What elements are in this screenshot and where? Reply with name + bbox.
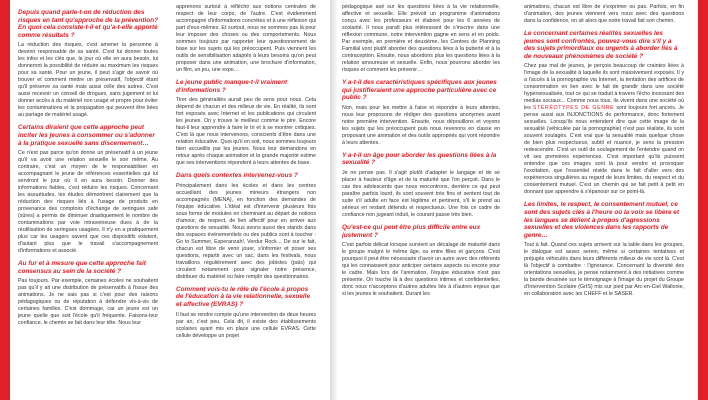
question-heading: Les limites, le respect, le consentement mutuel, ce sont des sujets clés à l'heure où la voix se libère et les langues se délient à propos d'agressions sexuelles et des violences dans les rapports de genre…: [524, 201, 679, 239]
answer-paragraph: Tirer des généralités aurait peu de sens pour nous. Cela dépend de chacun et des milieux de vie. En réalité, ils sont fort exposés avec Internet et les publications qui circulent les jeunes. On y trouve le meilleur comme le pire. Encore faut-il leur apprendre à faire le tri et à se montrer critiques. C'est là que nous intervenons, conscients d'être dans une relation éducative. Quoi qu'il en soit, nous sommes toujours bien accueillis par les jeunes. Nous leur demandons en retour après chaque animation et la grande majorité estime que ses interventions répondent à leurs attentes de base.: [176, 97, 316, 167]
answer-paragraph: animations, chacun est libre de s'exprimer ou pas. Parfois, en fin d'animation, des jeunes viennent vers nous avec des questions dans la confidence, on sit alors que notre travail fait son chemin.: [524, 4, 684, 24]
answer-paragraph: Tout à fait. Quand ces sujets arrivent sur la table dans les groupes, le dialogue est assez serein, même si certaines tentatives et préjugés véhiculés dans leurs différents milieux de vie sont là. C'est là l'objectif à combattre : l'ignorance. Concernant la diversité des orientations sexuelles, je pense notamment à des initiatives comme la bande dessinée sur le témoignage à l'image du projet du Groupe d'Intervention Scolaire (GrIS) mis sur pied par Arc-en-Ciel Wallonie, en collaboration avec les CHEFF et le SASER.: [524, 242, 684, 298]
paragraph-text: Chez pas mal de jeunes, je perçois beaucoup de craintes liées à l'image de la sexualité à laquelle ils sont massivement exposés. Il y a l'accès à la pornographie via Internet, la tentation des artifices de consommation en lien avec le fait de grandir dans une société hypersexualisée, tout ce qui se traduit à travers l'écho incessant des médias sociaux... Comme nous tous, ils vivent dans une société où les: [524, 63, 684, 112]
answer-paragraph: Je ne pense pas. Il s'agit plutôt d'adapter le langage et de se placer à hauteur d'âge et de la maturité que l'on perçoit. Dans le cas des adolescents que nous rencontrons, derrière ce qui peut paraître parfois lourd, ils sont souvent très fins et sentent tout de suite s'il adulte en face est légitime et pertinent, s'il le prend au sérieux en restant détendu et respectueux. Une fois ce cadre de confiance non jugeant induit, le courant passe très bien.: [342, 169, 500, 218]
column-1: [18, 4, 158, 400]
answer-paragraph: [524, 63, 684, 196]
answer-paragraph: Pas toujours. Par exemple, certaines écoles ne souhaitent pas qu'il y ait une distribution de préservatifs à l'issue des animations. Je ne sais pas si c'est pour des raisons pédagogiques ou de réputation à défendre vis-à-vis de certaines familles. C'est dommage, car un jeune est un jeune quelle que soit l'école qu'il fréquente. Faisons-leur confiance, le chemin se fait dans leur tête. Nous leur: [18, 278, 158, 327]
question-heading: Qu'est-ce qui peut être plus difficile entre eux justement ?: [342, 223, 481, 239]
answer-paragraph: La réduction des risques, c'est amener la personne à devenir responsable de sa santé. C'est lui donner toutes les infos et les clés que, le jour où elle en aura besoin, lui donneront la possibilité de réduire au maximum les risques pour sa santé. Pour un jeune, il peut s'agir de savoir où trouver et comment mettre un préservatif, l'objectif étant qu'il préserve sa santé mais aussi celle des autres. C'est aussi recevoir un conseil de drogues, sans jugement et lui donner accès à du matériel non usagé et propre pour éviter les contaminations et la propagation qui peuvent être liées au partage de matériel usagé.: [18, 42, 158, 119]
question-heading: Certains diraient que cette approche peut inciter les jeunes à consommer ou s'adonner à la pratique sexuelle sans discernement…: [18, 124, 155, 147]
emphasized-term: STÉRÉOTYPES DE GENRE: [532, 105, 615, 112]
question-heading: Comment vois-tu le rôle de l'école à propos de l'éducation à la vie relationnelle, sexuelle et affective (EVRAS) ?: [176, 285, 311, 308]
question-heading: Y a-t-il un âge pour aborder les questions liées à la sexualité ?: [342, 151, 497, 167]
question-heading: Au fur et à mesure que cette approche fait consensus au sein de la société ?: [18, 260, 146, 275]
question-heading: Y a-t-il des caractéristiques spécifiques aux jeunes qui justifieraient une approche particulière avec ce public ?: [342, 79, 497, 102]
question-heading: Depuis quand parle-t-on de réduction des risques en tant qu'approche de la prévention? En quoi cela consiste-t-il et qu'a-t-elle apporté comme résultats ?: [18, 9, 158, 39]
paragraph-text: sont toujours fort ancrés. Je pense aussi aux INJONCTIONS de performance, donc fortement sexuelles. Lorsqu'ils nous entendent dire que cette image de la sexualité (véhiculée par la pornographie) n'est pas réaliste, ils sont souvent soulagés. C'est vrai que la sexualité mais quelque chose de bien plus respectueux, subtil et nuancé, je sens la pression redescendre. C'est un outil de soulagement de l'entendre quand on vit ses premières expériences. C'est important qu'ils puissent entendre que ces images sont là pour vendre et provoquer l'excitation, que l'essentiel réside dans le fait d'aller vers des expériences singulières au regard de leurs limites, du respect et du consentement mutuel. C'est un chemin qui se fait petit à petit en donnant que apprendre à s'épanouir sur ce point-là.: [524, 105, 684, 196]
question-heading: Le jeune public manque-t-il vraiment d'informations ?: [176, 79, 288, 94]
column-4: [524, 4, 684, 400]
answer-paragraph: Non, mais pour les mettre à l'aise et répondre à leurs attentes, nous leur proposons de rédiger des questions anonymes avant notre première intervention. Ensuite, nous dépouillons et voyons les sujets qui les préoccupent puis nous revenons en classe en proposant une animation et des outils appropriés qui vont répondre à leurs attentes.: [342, 104, 500, 146]
answer-paragraph: Principalement dans les écoles et dans les centres accueillant des jeunes mineurs étrangers non accompagnés (MENA), en fonction des demandes de l'équipe éducative. L'idéal est d'intervenir plusieurs fois sous forme de modules en cheminant au départ de notions d'amour, de respect, de lien affectif pour en arriver aux questions de sexualité. Nous avons aussi des stands dans des espaces événementiels ou des publics sont à toucher : Go to Summer, Esperanzah!, Verdur Rock… De sur le fait, chacun est libre de venir jouer, s'informer et poser ses questions, repartir avec un sac, dans les festivals, nous travaillons régulièrement avec des jobistes (païs) qui circulent notamment pour signaler notre présence, distribuer du matériel ou faire remplir des questionnaires.: [176, 182, 316, 280]
question-heading: Dans quels contextes intervenez-vous ?: [176, 172, 298, 180]
column-2: [176, 4, 316, 400]
answer-paragraph: C'est parfois délicat lorsque survient un décalage de maturité dans le groupe malgré le même âge, ou entre filles et garçons. C'est pourquoi il peut être nécessaire d'avoir un autre avec des référents qui les connaissent pour anticiper certains aspects ou encore pour le cadre. Mais lors de l'animation, l'équipe éducative n'est pas présente. On touche là à des questions intimes et confidentielles, donc nous n'acceptons d'autres adultes liés à d'autres enjeux que si les jeunes le souhaitent. Durant les: [342, 242, 500, 298]
answer-paragraph: apprenons surtout à réfléchir aux notions centrales de respect de leur corps, de l'autre. C'est évidemment accompagné d'informations concrètes et à une réflexion qui part d'eux-mêmes. Et surtout, nous ne sommes pas là pour leur imposer des choses ou des comportements. Nous sommes toujours par rapporter leur questionnement de base sur les sujets qui les préoccupent. Puis viennent les outils de sensibilisation adaptés à leurs besoins qu'on peut proposer dans une animation, une brochure d'information, un film, un jeu, une expo…: [176, 4, 316, 73]
answer-paragraph: Ce n'est pas parce qu'on donne un préservatif à un jeune qu'il va avoir une relation sexuelle le soir même. Au contraire, c'est un moyen de le responsabiliser en accompagnant le jeune de références essentielles qui lui serviront le jour où il en aura besoin. Donner des informations fiables, c'est réduire les risques. Concernant les assuétudes, les études démontrent clairement que la réduction des risques liés à l'usage de produits en provenance des comptoirs d'échange de seringues safe (sûres) a permis de diminuer drastiquement le nombre de contaminations par voie intraveineuse dues à de la réutilisation de seringues usagées. Il n'y en a pratiquement plus car les usagers savent que ces dispositifs existent, d'autant plus que le travail s'accompagnement d'informations et associé.: [18, 150, 158, 255]
column-3: [342, 4, 500, 400]
answer-paragraph: pédagogique axé sur les questions liées à la vie relationnelle, affective et sexuelle. Elle prévoit un programme d'animations conçu avec les professeurs et élaboré pour les 6 années de scolarité. Il nous paraît plus intéressant de s'inscrire dans une réflexion commune, notre intervention gagne en sens et en poids. Par exemple, en première et deuxième, les Centres de Planning Familial vont plutôt aborder des questions liées à la puberté et à la contraception. Ensuite, nous abordons plus les questions liées à la relation amoureuse et sexuelle. Enfin, nous pourrons aborder les risques et comment les prévenir…: [342, 4, 500, 73]
page-fold: [330, 0, 338, 400]
question-heading: Le concernant certaines réalités sexuelles les jeunes sont confrontés, pouvez-vous dire s'il y a des sujets primordiaux ou urgents à aborder liés à de nouveaux phénomènes de société ?: [524, 30, 678, 60]
answer-paragraph: Il faut se rendre compte qu'une intervention de deux heures par an, c'est peu. Cela dit, il existe des établissements scolaires ayant mis en place une cellule EVRAS. Cette cellule développe un projet: [176, 311, 316, 339]
